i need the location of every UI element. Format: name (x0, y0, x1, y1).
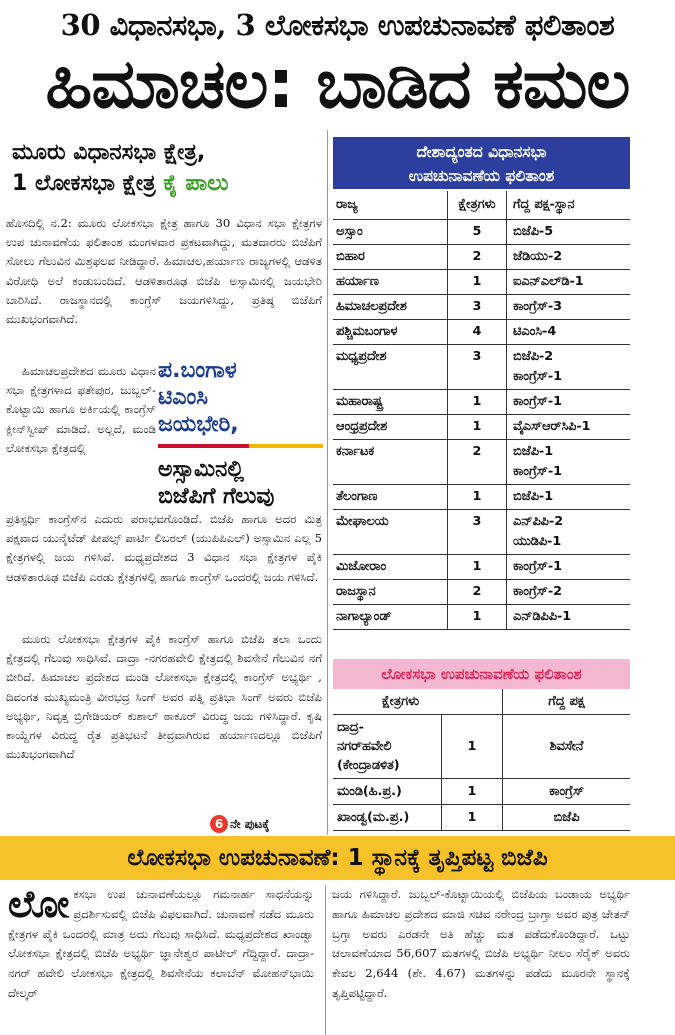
ls-header-constituency: ಕ್ಷೇತ್ರಗಳು (381, 694, 420, 709)
pullquote-line3: ಜಯಭೇರಿ, (158, 412, 239, 437)
state-name: ಆಂಧ್ರಪ್ರದೇಶ (336, 419, 388, 434)
state-name: ನಾಗಾಲ್ಯಾಂಡ್ (336, 609, 392, 624)
state-name: ಹಿಮಾಚಲಪ್ರದೇಶ (336, 299, 407, 314)
section-banner: ಲೋಕಸಭಾ ಉಪಚುನಾವಣೆ: 1 ಸ್ಥಾನಕ್ಕೆ ತೃಪ್ತಿಪಟ್ಟ ಬಿಜೆಪಿ (0, 836, 675, 880)
state-table-row (333, 485, 630, 510)
main-headline: ಹಿಮಾಚಲ: ಬಾಡಿದ ಕಮಲ (45, 45, 630, 124)
header-won: ಗೆದ್ದ ಪಕ್ಷ-ಸ್ಥಾನ (513, 197, 575, 212)
pullquote-line2: ಟಿಎಂಸಿ (158, 385, 208, 410)
ls-party: ಶಿವಸೇನೆ (502, 715, 630, 778)
state-seats: 2 (447, 245, 507, 269)
bottom-left-text: ಕಸಭಾ ಉಪ ಚುನಾವಣೆಯಲ್ಲೂ ಗಮನಾರ್ಹ ಸಾಧನೆಯನ್ನು ಪ್ರದರ್ಶಿಸುವಲ್ಲಿ ಬಿಜೆಪಿ ವಿಫಲವಾಗಿದೆ. ಚುನಾವಣೆ ನಡೆದ ಮೂರು ಕ್ಷೇತ್ರಗಳ ಪೈಕಿ ಒಂದರಲ್ಲಿ ಮಾತ್ರ ಅದು ಗೆಲುವು ಸಾಧಿಸಿದೆ. ಮಧ್ಯಪ್ರದೇಶದ ಖಾಂಡ್ವಾ ಲೋಕಸಭಾ ಕ್ಷೇತ್ರದಲ್ಲಿ ಬಿಜೆಪಿ ಅಭ್ಯರ್ಥಿ ಜ್ಞಾನೇಶ್ವರ ಪಾಟೀಲ್ ಗೆದ್ದಿದ್ದಾರೆ. ದಾದ್ರಾ-ನಗರ್ ಹವೇಲಿ ಲೋಕಸಭಾ ಕ್ಷೇತ್ರದಲ್ಲಿ ಶಿವಸೇನೆಯ ಕಲಾಬೆನ್ ಮೋಹನ್‌ಭಾಯಿ ದೇಲ್ಕರ್ (8, 887, 314, 1000)
continued-on-page[interactable] (210, 815, 269, 833)
state-results-title (333, 137, 630, 189)
constituency-line: ನಗರ್‌ಹವೇಲಿ (337, 739, 392, 754)
party-seat: ಜೆಡಿಯು-2 (513, 249, 563, 264)
ls-results-table (333, 689, 630, 831)
subhead-line2 (12, 168, 317, 199)
state-table-row (333, 220, 630, 245)
state-name: ಅಸ್ಸಾಂ (336, 224, 363, 239)
article-continued (6, 510, 322, 628)
state-won (507, 580, 630, 604)
constituency-line: ದಾದ್ರ- (337, 720, 364, 735)
state-name: ಹರ್ಯಾಣ (336, 274, 379, 289)
state-seats: 4 (447, 320, 507, 344)
state-name: ಮಹಾರಾಷ್ಟ್ರ (336, 394, 383, 409)
article-column-narrow (6, 362, 156, 492)
state-table-row (333, 295, 630, 320)
subheadline (12, 137, 317, 199)
ls-constituency (333, 805, 442, 830)
state-won (507, 295, 630, 319)
subhead-highlight: ಕೈ ಪಾಲು (163, 171, 229, 196)
state-won (507, 270, 630, 294)
ls-header-party: ಗೆದ್ದ ಪಕ್ಷ (502, 689, 630, 714)
state-seats: 2 (447, 580, 507, 604)
state-results-title-line2: ಉಪಚುನಾವಣೆಯ ಫಲಿತಾಂಶ (408, 167, 555, 185)
state-won (507, 485, 630, 509)
party-seat: ಕಾಂಗ್ರೆಸ್-1 (513, 394, 563, 409)
state-name: ಬಿಹಾರ (336, 249, 365, 264)
article-paragraph-1: ಹೊಸದಿಲ್ಲಿ ನ.2: ಮೂರು ಲೋಕಸಭಾ ಕ್ಷೇತ್ರ ಹಾಗೂ 30 ವಿಧಾನ ಸಭಾ ಕ್ಷೇತ್ರಗಳ ಉಪ ಚುನಾವಣೆಯ ಫಲಿತಾಂಶ ಮಂಗಳವಾರ ಪ್ರಕಟವಾಗಿದ್ದು, ಮತದಾರರು ಬಿಜೆಪಿಗೆ ಸೋಲು ಗೆಲುವಿನ ಮಿಶ್ರಫಲವ ನೀಡಿದ್ದಾರೆ. ಹಿಮಾಚಲ,ಹರ್ಯಾಣ ರಾಜ್ಯಗಳಲ್ಲಿ ಆಡಳಿತ ವಿರೋಧಿ ಅಲೆ ಕಂಡುಬಂದಿದೆ. ಆಡಳಿತಾರೂಢ ಬಿಜೆಪಿ ಅಸ್ಸಾಮಿನಲ್ಲಿ ಜಯಭೇರಿ ಬಾರಿಸಿದೆ. ರಾಜಸ್ಥಾನದಲ್ಲಿ ಕಾಂಗ್ರೆಸ್ ಜಯಗಳಿಸಿದ್ದು, ಪ್ರತಿಷ್ಠ ಬಿಜೆಪಿಗೆ ಮುಖಭಂಗವಾಗಿದೆ. (6, 216, 322, 327)
state-seats: 3 (447, 295, 507, 319)
party-seat: ಯುಡಿಪಿ-1 (513, 534, 562, 549)
dropcap: ಲೋ (8, 882, 70, 926)
state-name: ತೆಲಂಗಾಣ (336, 489, 378, 504)
state-seats: 1 (447, 390, 507, 414)
column-divider (327, 130, 328, 835)
state-seats: 3 (447, 345, 507, 389)
party-seat: ಕಾಂಗ್ರೆಸ್-3 (513, 299, 563, 314)
state-table-row (333, 345, 630, 390)
subhead-line1: ಮೂರು ವಿಧಾನಸಭಾ ಕ್ಷೇತ್ರ, (12, 140, 206, 165)
state-name: ಮೇಘಾಲಯ (336, 514, 389, 529)
party-seat: ಬಿಜೆಪಿ-2 (513, 349, 554, 364)
ls-constituency (333, 779, 442, 804)
state-won (507, 245, 630, 269)
state-won (507, 605, 630, 629)
state-name: ಮಿಜೋರಾಂ (336, 559, 387, 574)
state-won (507, 440, 630, 484)
article-body-3 (6, 630, 322, 812)
party-seat: ಬಿಜೆಪಿ-1 (513, 489, 554, 504)
state-table-row (333, 320, 630, 345)
state-results-title-line1: ದೇಶಾದ್ಯಂತದ ವಿಧಾನಸಭಾ (416, 143, 547, 161)
article-paragraph-2b: ಪ್ರತಿಸ್ಪರ್ಧಿ ಕಾಂಗ್ರೆಸ್‌ನ ಎದುರು ಪರಾಭವಗೊಂಡಿದೆ. ಬಿಜೆಪಿ ಹಾಗೂ ಅದರ ಮಿತ್ರ ಪಕ್ಷವಾದ ಯುನೈಟೆಡ್ ಪೀಪಲ್ಸ್ ಪಾರ್ಟಿ ಲಿಬರಲ್ (ಯುಪಿಪಿಎಲ್) ಅಸ್ಸಾಮಿನ ಎಲ್ಲ 5 ಕ್ಷೇತ್ರಗಳಲ್ಲಿ ಜಯ ಗಳಿಸಿವೆ. ಮಧ್ಯಪ್ರದೇಶದ 3 ವಿಧಾನ ಸಭಾ ಕ್ಷೇತ್ರಗಳ ಪೈಕಿ ಆಡಳಿತಾರೂಢ ಬಿಜೆಪಿ ಎರಡು ಕ್ಷೇತ್ರಗಳಲ್ಲಿ ಹಾಗೂ ಕಾಂಗ್ರೆಸ್ ಒಂದರಲ್ಲಿ ಜಯ ಗಳಿಸಿದೆ. (6, 512, 322, 584)
state-seats: 1 (447, 270, 507, 294)
state-seats: 5 (447, 220, 507, 244)
state-seats: 2 (447, 440, 507, 484)
state-table-row (333, 270, 630, 295)
constituency-line: (ಕೇಂದ್ರಾಡಳಿತ) (337, 758, 400, 773)
pullquote-divider (158, 444, 323, 448)
pull-quote (158, 357, 323, 510)
state-name: ಪಶ್ಚಿಮಬಂಗಾಳ (336, 324, 398, 339)
state-won (507, 320, 630, 344)
ls-table-row (333, 715, 630, 779)
header-state: ರಾಜ್ಯ (336, 197, 358, 212)
pullquote-line5: ಬಿಜೆಪಿಗೆ ಗೆಲುವು (158, 484, 275, 509)
ls-header-spacer (442, 689, 502, 714)
header-seats: ಕ್ಷೇತ್ರಗಳು (447, 191, 507, 219)
subhead-line2-prefix: 1 ಲೋಕಸಭಾ ಕ್ಷೇತ್ರ (12, 171, 156, 196)
party-seat: ಟಿಎಂಸಿ-4 (513, 324, 557, 339)
party-seat: ಕಾಂಗ್ರೆಸ್-2 (513, 584, 563, 599)
bottom-article-right: ಜಯ ಗಳಿಸಿದ್ದಾರೆ. ಜುಬ್ಬಲ್-ಕೊಟ್ಖಾಯಿಯಲ್ಲಿ ಬಿಜೆಪಿಯ ಬಂಡಾಯ ಅಭ್ಯರ್ಥಿ ಹಾಗೂ ಹಿಮಾಚಲ ಪ್ರದೇಶದ ಮಾಜಿ ಸಚಿವ ನರೇಂದ್ರ ಬ್ರಾಗ್ತಾ ಅವರ ಪುತ್ರ ಚೇತನ್ ಬ್ರಗ್ತಾ ಅವರು ಎರಡನೇ ಅತಿ ಹೆಚ್ಚು ಮತ ಪಡೆದುಕೊಂಡಿದ್ದಾರೆ. ಒಟ್ಟು ಚಲಾವಣೆಯಾದ 56,607 ಮತಗಳಲ್ಲಿ ಬಿಜೆಪಿ ಅಭ್ಯರ್ಥಿ ನೀಲಂ ಸೆರೈಕ್ ಅವರು ಕೇವಲ 2,644 (ಶೇ. 4.67) ಮತಗಳನ್ನು ಪಡೆದು ಮೂರನೇ ಸ್ಥಾನಕ್ಕೆ ತೃಪ್ತಿಪಟ್ಟಿದ್ದಾರೆ. (332, 887, 630, 1000)
party-seat: ಎನ್‌ಡಿಪಿಪಿ-1 (513, 609, 572, 624)
state-results-table (333, 191, 630, 630)
state-table-row (333, 440, 630, 485)
state-seats: 1 (447, 485, 507, 509)
state-table-header (333, 191, 630, 220)
party-seat: ಐಎನ್‌ಎಲ್‌ಡಿ-1 (513, 274, 584, 289)
state-won (507, 510, 630, 554)
article-paragraph-2a: ಹಿಮಾಚಲಪ್ರದೇಶದ ಮೂರು ವಿಧಾನ ಸಭಾ ಕ್ಷೇತ್ರಗಳಾದ ಫತೇಪುರ, ಜುಬ್ಬಲ್-ಕೊಟ್ಬಾಯಿ ಹಾಗೂ ಅರ್ಕಿಯಲ್ಲಿ ಕಾಂಗ್ರೆಸ್ ಕ್ಲೀನ್‌ಸ್ವೀಪ್ ಮಾಡಿದೆ. ಅಲ್ಲದೆ, ಮಂಡಿ ಲೋಕಸಭಾ ಕ್ಷೇತ್ರದಲ್ಲಿ (6, 364, 156, 455)
kicker-headline: 30 ವಿಧಾನಸಭಾ, 3 ಲೋಕಸಭಾ ಉಪಚುನಾವಣೆ ಫಲಿತಾಂಶ (60, 8, 615, 42)
party-seat: ವೈಎಸ್‌ಆರ್‌ಸಿಪಿ-1 (513, 419, 591, 434)
continued-label: ನೇ ಪುಟಕ್ಕೆ (230, 817, 270, 831)
state-table-row (333, 510, 630, 555)
state-won (507, 390, 630, 414)
party-seat: ಕಾಂಗ್ರೆಸ್-1 (513, 559, 563, 574)
ls-results-title: ಲೋಕಸಭಾ ಉಪಚುನಾವಣೆಯ ಫಲಿತಾಂಶ (333, 659, 630, 689)
state-won (507, 345, 630, 389)
ls-party: ಬಿಜೆಪಿ (502, 805, 630, 830)
bottom-article-left (8, 882, 314, 1004)
ls-seats: 1 (467, 810, 477, 825)
state-table-row (333, 245, 630, 270)
state-table-row (333, 605, 630, 630)
constituency-line: ಮಂಡಿ(ಹಿ.ಪ್ರ.) (337, 784, 402, 799)
state-table-row (333, 390, 630, 415)
article-lead (6, 214, 322, 362)
state-seats: 1 (447, 605, 507, 629)
pullquote-line1: ಪ.ಬಂಗಾಳ (158, 358, 237, 383)
party-seat: ಕಾಂಗ್ರೆಸ್-1 (513, 369, 563, 384)
page-number-badge: 6 (210, 815, 228, 833)
ls-table-header (333, 689, 630, 715)
ls-table-row (333, 805, 630, 831)
ls-table-row (333, 779, 630, 805)
state-won (507, 415, 630, 439)
party-seat: ಎನ್‌ಪಿಪಿ-2 (513, 514, 564, 529)
party-seat: ಕಾಂಗ್ರೆಸ್-1 (513, 464, 563, 479)
state-table-row (333, 555, 630, 580)
state-name: ರಾಜಸ್ಥಾನ (336, 584, 376, 599)
ls-party: ಕಾಂಗ್ರೆಸ್ (502, 779, 630, 804)
state-seats: 1 (447, 555, 507, 579)
party-seat: ಬಿಜೆಪಿ-1 (513, 444, 554, 459)
state-seats: 3 (447, 510, 507, 554)
state-table-row (333, 415, 630, 440)
ls-seats: 1 (467, 739, 477, 754)
state-name: ಕರ್ನಾಟಕ (336, 444, 375, 459)
state-table-row (333, 580, 630, 605)
state-name: ಮಧ್ಯಪ್ರದೇಶ (336, 349, 387, 364)
state-won (507, 220, 630, 244)
state-won (507, 555, 630, 579)
constituency-line: ಖಾಂಡ್ವ(ಮ.ಪ್ರ.) (337, 810, 410, 825)
bottom-column-divider (325, 885, 326, 1035)
ls-seats: 1 (467, 784, 477, 799)
party-seat: ಬಿಜೆಪಿ-5 (513, 224, 554, 239)
ls-constituency (333, 715, 442, 778)
pullquote-line4: ಅಸ್ಸಾಮಿನಲ್ಲಿ (158, 457, 244, 482)
article-paragraph-3: ಮೂರು ಲೋಕಸಭಾ ಕ್ಷೇತ್ರಗಳ ಪೈಕಿ ಕಾಂಗ್ರೆಸ್ ಹಾಗೂ ಬಿಜೆಪಿ ತಲಾ ಒಂದು ಕ್ಷೇತ್ರದಲ್ಲಿ ಗೆಲುವು ಸಾಧಿಸಿವೆ. ದಾದ್ರಾ -ನಗರಹವೇಲಿ ಕ್ಷೇತ್ರದಲ್ಲಿ ಶಿವಸೇನೆ ಗೆಲುವಿನ ನಗೆ ಬೀರಿದೆ. ಹಿಮಾಚಲ ಪ್ರದೇಶದ ಮಂಡಿ ಲೋಕಸಭಾ ಕ್ಷೇತ್ರದಲ್ಲಿ ಕಾಂಗ್ರೆಸ್ ಅಭ್ಯರ್ಥಿ , ದಿವಂಗತ ಮುಖ್ಯಮಂತ್ರಿ ವೀರಭದ್ರ ಸಿಂಗ್ ಅವರ ಪತ್ನಿ ಪ್ರತಿಭಾ ಸಿಂಗ್ ಅವರು ಬಿಜೆಪಿ ಅಭ್ಯರ್ಥಿ, ನಿವೃತ್ತ ಬ್ರಿಗೇಡಿಯರ್ ಕುಶಾಲ್ ಠಾಕೂರ್ ವಿರುದ್ಧ ಜಯ ಗಳಿಸಿದ್ದಾರೆ. ಕೃಷಿ ಕಾಯ್ದೆಗಳ ವಿರುದ್ಧ ರೈತ ಪ್ರತಿಭಟನೆ ತೀವ್ರವಾಗಿರುವ ಹರ್ಯಾಣದಲ್ಲೂ ಬಿಜೆಪಿಗೆ ಮುಖಭಂಗವಾಗಿದೆ (6, 632, 322, 762)
state-seats: 1 (447, 415, 507, 439)
